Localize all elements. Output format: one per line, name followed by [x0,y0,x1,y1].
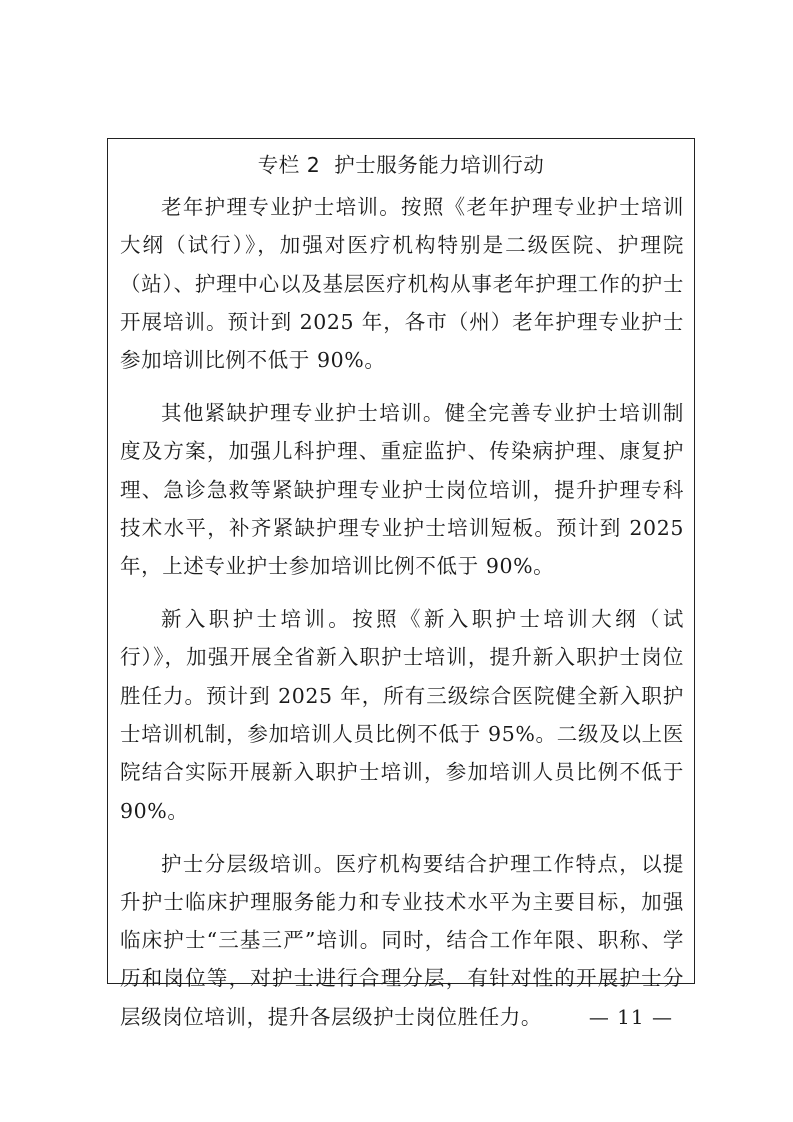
box-title-label: 专栏 2 [257,153,321,177]
box-content [120,188,684,1036]
paragraph-shortage-specialty-training: 其他紧缺护理专业护士培训。健全完善专业护士培训制度及方案，加强儿科护理、重症监护、传染病护理、康复护理、急诊急救等紧缺护理专业护士岗位培训，提升护理专科技术水平，补齐紧缺护理专业护士培训短板。预计到 2025 年，上述专业护士参加培训比例不低于 90%。 [120,401,684,579]
box-title [108,151,694,179]
paragraph-new-nurse-training: 新入职护士培训。按照《新入职护士培训大纲（试行）》，加强开展全省新入职护士培训，提升新入职护士岗位胜任力。预计到 2025 年，所有三级综合医院健全新入职护士培训机制，参加培训人员比例不低于 95%。二级及以上医院结合实际开展新入职护士培训，参加培训人员比例不低于 90%。 [120,607,684,823]
page-number: — 11 — [588,1005,673,1029]
paragraph-elderly-care-training: 老年护理专业护士培训。按照《老年护理专业护士培训大纲（试行）》，加强对医疗机构特别是二级医院、护理院（站）、护理中心以及基层医疗机构从事老年护理工作的护士开展培训。预计到 2025 年，各市（州）老年护理专业护士参加培训比例不低于 90%。 [120,195,684,373]
box-title-text: 护士服务能力培训行动 [334,153,545,177]
paragraph-tiered-training: 护士分层级培训。医疗机构要结合护理工作特点，以提升护士临床护理服务能力和专业技术水平为主要目标，加强临床护士“三基三严”培训。同时，结合工作年限、职称、学历和岗位等，对护士进行合理分层，有针对性的开展护士分层级岗位培训，提升各层级护士岗位胜任力。 [120,851,684,1029]
